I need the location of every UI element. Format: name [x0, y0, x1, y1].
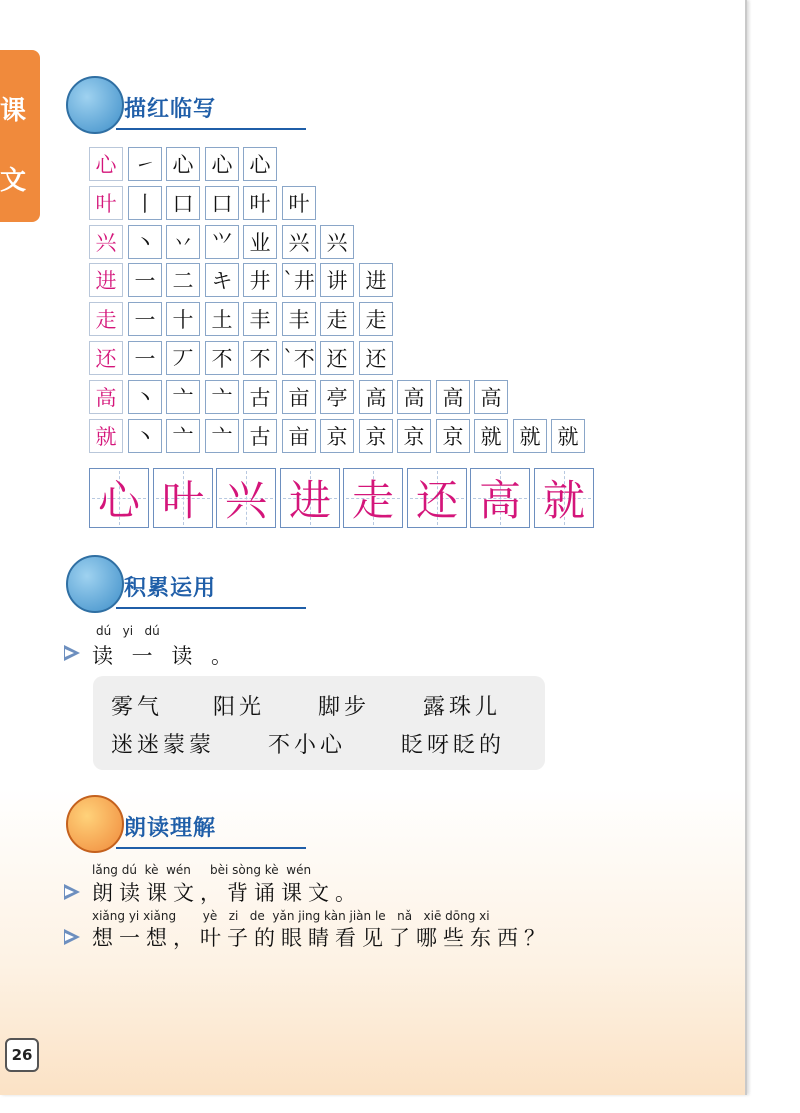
stroke-cell: 口 — [166, 186, 200, 220]
arrow-bullet-icon — [64, 645, 80, 661]
stroke-cell: 走 — [359, 302, 393, 336]
practice-cell: 高 — [470, 468, 530, 528]
read-pinyin: dú yi dú — [96, 624, 160, 638]
word: 阳光 — [213, 695, 266, 720]
stroke-cell: 一 — [128, 302, 162, 336]
stroke-cell: 讲 — [320, 263, 354, 297]
stroke-cell: 兴 — [320, 225, 354, 259]
stroke-cell: 亭 — [320, 380, 354, 414]
practice-cell: 叶 — [153, 468, 213, 528]
practice-cell: 兴 — [216, 468, 276, 528]
read-instruction: 读 一 读 。 — [92, 644, 239, 668]
trace-row-char: 心 — [89, 147, 123, 181]
stroke-cell: 高 — [436, 380, 470, 414]
stroke-cell: 井 — [243, 263, 277, 297]
stroke-cell: `不 — [282, 341, 316, 375]
stroke-cell: 口 — [205, 186, 239, 220]
word: 露珠儿 — [423, 695, 502, 720]
trace-row-char: 走 — [89, 302, 123, 336]
side-tab-char: 课 — [0, 96, 27, 126]
page-number: 26 — [5, 1038, 39, 1072]
pencil-icon — [66, 76, 124, 134]
trace-row-char: 高 — [89, 380, 123, 414]
stroke-cell: 十 — [166, 302, 200, 336]
stroke-cell: 京 — [359, 419, 393, 453]
stroke-cell: 京 — [397, 419, 431, 453]
word: 眨呀眨的 — [401, 733, 506, 758]
lesson-side-tab — [0, 50, 40, 222]
stroke-cell: 丶 — [128, 380, 162, 414]
reading-item-pinyin: xiǎng yi xiǎng yè zi de yǎn jing kàn jiàn le nǎ xiē dōng xi — [92, 909, 490, 923]
stroke-cell: 丶 — [128, 225, 162, 259]
stroke-cell: 叶 — [282, 186, 316, 220]
stroke-cell: ⺍ — [205, 225, 239, 259]
stroke-cell: 一 — [128, 341, 162, 375]
stroke-cell: 就 — [513, 419, 547, 453]
trace-row-char: 还 — [89, 341, 123, 375]
stroke-cell: 京 — [320, 419, 354, 453]
stroke-cell: 心 — [243, 147, 277, 181]
stroke-cell: 心 — [205, 147, 239, 181]
stroke-cell: 一 — [128, 263, 162, 297]
trace-row-char: 进 — [89, 263, 123, 297]
practice-cell: 心 — [89, 468, 149, 528]
stroke-cell: 心 — [166, 147, 200, 181]
notebook-icon — [66, 555, 124, 613]
side-tab-char: 文 — [0, 166, 27, 196]
stroke-cell: 不 — [243, 341, 277, 375]
divider — [116, 128, 306, 130]
reading-item-text: 想一想，叶子的眼睛看见了哪些东西？ — [92, 926, 551, 950]
trace-row-char: 就 — [89, 419, 123, 453]
stroke-cell: 土 — [205, 302, 239, 336]
stroke-cell: 高 — [359, 380, 393, 414]
stroke-cell: 高 — [474, 380, 508, 414]
section-trace-header — [66, 76, 326, 136]
stroke-cell: 业 — [243, 225, 277, 259]
stroke-cell: キ — [205, 263, 239, 297]
divider — [116, 607, 306, 609]
practice-cell: 走 — [343, 468, 403, 528]
section-reading-header — [66, 795, 326, 855]
stroke-cell: 亩 — [282, 419, 316, 453]
stroke-cell: 丨 — [128, 186, 162, 220]
word: 脚步 — [318, 695, 371, 720]
stroke-cell: 就 — [551, 419, 585, 453]
section-accumulate-header — [66, 555, 326, 615]
stroke-cell: 亠 — [205, 419, 239, 453]
stroke-cell: 不 — [205, 341, 239, 375]
stroke-cell: 高 — [397, 380, 431, 414]
stroke-cell: 叶 — [243, 186, 277, 220]
arrow-bullet-icon — [64, 884, 80, 900]
stroke-cell: 亠 — [205, 380, 239, 414]
stroke-cell: 进 — [359, 263, 393, 297]
section-title: 积累运用 — [124, 576, 217, 601]
practice-cell: 还 — [407, 468, 467, 528]
arrow-bullet-icon — [64, 929, 80, 945]
word: 不小心 — [268, 733, 347, 758]
stroke-cell: 兴 — [282, 225, 316, 259]
trace-row-char: 兴 — [89, 225, 123, 259]
stroke-cell: 就 — [474, 419, 508, 453]
stroke-cell: 古 — [243, 380, 277, 414]
practice-cell: 进 — [280, 468, 340, 528]
stroke-cell: ㇀ — [128, 147, 162, 181]
reading-icon — [66, 795, 124, 853]
stroke-cell: `井 — [282, 263, 316, 297]
section-title: 描红临写 — [124, 97, 217, 122]
stroke-cell: 走 — [320, 302, 354, 336]
stroke-cell: 亠 — [166, 380, 200, 414]
stroke-cell: 丆 — [166, 341, 200, 375]
section-title: 朗读理解 — [124, 816, 217, 841]
word: 雾气 — [111, 695, 164, 720]
stroke-cell: 京 — [436, 419, 470, 453]
word-list-box — [93, 676, 545, 770]
word: 迷迷蒙蒙 — [111, 733, 216, 758]
divider — [116, 847, 306, 849]
stroke-cell: 丷 — [166, 225, 200, 259]
stroke-cell: 古 — [243, 419, 277, 453]
stroke-cell: 亠 — [166, 419, 200, 453]
trace-row-char: 叶 — [89, 186, 123, 220]
stroke-cell: 还 — [359, 341, 393, 375]
practice-cell: 就 — [534, 468, 594, 528]
stroke-cell: 丰 — [243, 302, 277, 336]
stroke-cell: 丰 — [282, 302, 316, 336]
stroke-cell: 丶 — [128, 419, 162, 453]
reading-item-pinyin: lǎng dú kè wén bèi sòng kè wén — [92, 863, 312, 877]
stroke-cell: 亩 — [282, 380, 316, 414]
stroke-cell: 二 — [166, 263, 200, 297]
reading-item-text: 朗读课文，背诵课文。 — [92, 881, 362, 905]
stroke-cell: 还 — [320, 341, 354, 375]
